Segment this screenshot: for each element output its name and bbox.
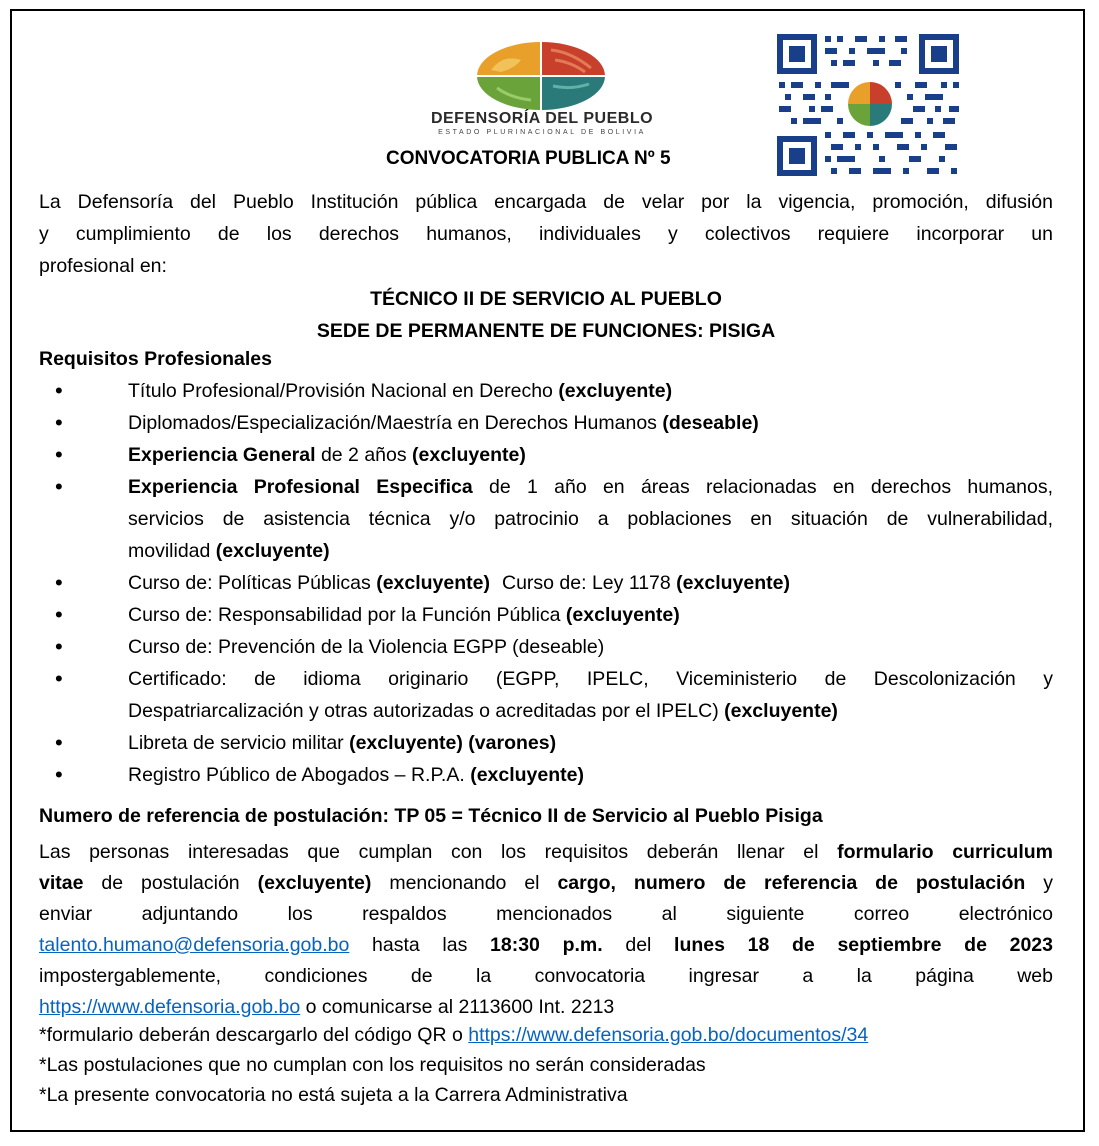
requirement-text: Despatriarcalización y otras autorizadas o acreditadas por el IPELC) (128, 700, 725, 722)
intro-line-3: profesional en: (39, 255, 167, 277)
email-link[interactable]: talento.humano@defensoria.gob.bo (39, 934, 350, 956)
reference-number: Numero de referencia de postulación: TP 05 = Técnico II de Servicio al Pueblo Pisiga (39, 805, 823, 827)
deadline-time: 18:30 p.m. (490, 934, 603, 956)
org-subtitle: ESTADO PLURINACIONAL DE BOLIVIA (438, 129, 646, 136)
requirement-flag: (deseable) (662, 412, 759, 434)
requirement-bold: Experiencia General (128, 444, 316, 466)
list-item (39, 727, 1053, 759)
list-item (39, 439, 1053, 471)
body-line-2 (39, 867, 1053, 899)
requirement-flag: (excluyente) (558, 380, 673, 402)
position-site: SEDE DE PERMANENTE DE FUNCIONES: PISIGA (316, 320, 776, 342)
list-item (39, 567, 1053, 599)
body-text: mencionando el (371, 872, 558, 894)
note-2: *Las postulaciones que no cumplan con los requisitos no serán consideradas (39, 1054, 706, 1076)
body-bold: cargo, numero de referencia de postulación (557, 872, 1026, 894)
body-line-1 (39, 836, 1053, 868)
body-line-5: impostergablemente, condiciones de la convocatoria ingresar a la página web (39, 965, 1053, 987)
requirement-bold: Experiencia Profesional Especifica (128, 476, 473, 498)
requirement-text: de 2 años (315, 444, 413, 466)
requirement-text: servicios de asistencia técnica y/o patrocinio a poblaciones en situación de vulnerabilidad, (128, 508, 1053, 530)
requirement-text: Libreta de servicio militar (128, 732, 350, 754)
requirement-flag: (excluyente) (376, 572, 490, 594)
list-item (39, 599, 1053, 631)
body-bold: (excluyente) (257, 872, 372, 894)
deadline-date: lunes 18 de septiembre de 2023 (674, 934, 1053, 956)
body-text: o comunicarse al 2113600 Int. 2213 (300, 996, 615, 1018)
list-item (39, 631, 1053, 663)
requirement-text: Registro Público de Abogados – R.P.A. (128, 764, 471, 786)
intro-line-2: y cumplimiento de los derechos humanos, individuales y colectivos requiere incorporar un (39, 223, 1053, 245)
body-bold: vitae (39, 872, 84, 894)
requirement-text: Curso de: Ley 1178 (502, 572, 677, 594)
requirements-heading: Requisitos Profesionales (39, 348, 272, 370)
requirement-flag: (excluyente) (565, 604, 680, 626)
note-1 (39, 1019, 1053, 1051)
requirement-flag: (excluyente) (470, 764, 584, 786)
list-item (39, 407, 1053, 439)
list-item (39, 375, 1053, 407)
list-item (39, 663, 1053, 727)
requirement-flag: (excluyente) (412, 444, 526, 466)
body-text: hasta las (349, 934, 491, 956)
defensoria-logo (388, 40, 688, 140)
requirement-flag: (excluyente) (676, 572, 790, 594)
requirement-text: de 1 año en áreas relacionadas en derechos humanos, (472, 476, 1053, 498)
website-link[interactable]: https://www.defensoria.gob.bo (39, 996, 301, 1018)
logo-emblem-icon (388, 40, 688, 110)
requirement-flag: (excluyente) (215, 540, 330, 562)
intro-line-1: La Defensoría del Pueblo Institución pública encargada de velar por la vigencia, promoción, difusión (39, 191, 1053, 213)
documents-link[interactable]: https://www.defensoria.gob.bo/documentos/34 (468, 1024, 869, 1046)
requirement-text: Curso de: Responsabilidad por la Función Pública (128, 604, 566, 626)
requirement-flag: (excluyente) (724, 700, 838, 722)
requirement-text: Diplomados/Especialización/Maestría en Derechos Humanos (128, 412, 663, 434)
org-name: DEFENSORÍA DEL PUEBLO (430, 110, 654, 127)
body-text: y (1025, 872, 1053, 894)
body-line-4 (39, 929, 1053, 961)
position-title: TÉCNICO II DE SERVICIO AL PUEBLO (370, 288, 722, 310)
body-bold: formulario curriculum (837, 841, 1053, 863)
requirement-text: • Certificado: de idioma originario (EGPP, IPELC, Viceministerio de Descolonización y (128, 668, 1053, 690)
qr-code-icon (775, 32, 961, 178)
requirement-text: Título Profesional/Provisión Nacional en Derecho (128, 380, 559, 402)
convocatoria-title: CONVOCATORIA PUBLICA Nº 5 (386, 148, 671, 169)
requirement-text: Curso de: Prevención de la Violencia EGPP (deseable) (128, 636, 605, 658)
requirement-text: Curso de: Políticas Públicas (128, 572, 377, 594)
requirements-list (39, 375, 1053, 791)
body-line-3: enviar adjuntando los respaldos mencionados al siguiente correo electrónico (39, 903, 1053, 925)
requirement-flag: (excluyente) (varones) (349, 732, 557, 754)
body-text: del (602, 934, 675, 956)
list-item (39, 471, 1053, 567)
list-item (39, 759, 1053, 791)
note-3: *La presente convocatoria no está sujeta a la Carrera Administrativa (39, 1084, 628, 1106)
requirement-text: movilidad (128, 540, 216, 562)
body-text: *formulario deberán descargarlo del código QR o (39, 1024, 469, 1046)
body-text: Las personas interesadas que cumplan con los requisitos deberán llenar el (39, 841, 838, 863)
body-text: de postulación (83, 872, 258, 894)
